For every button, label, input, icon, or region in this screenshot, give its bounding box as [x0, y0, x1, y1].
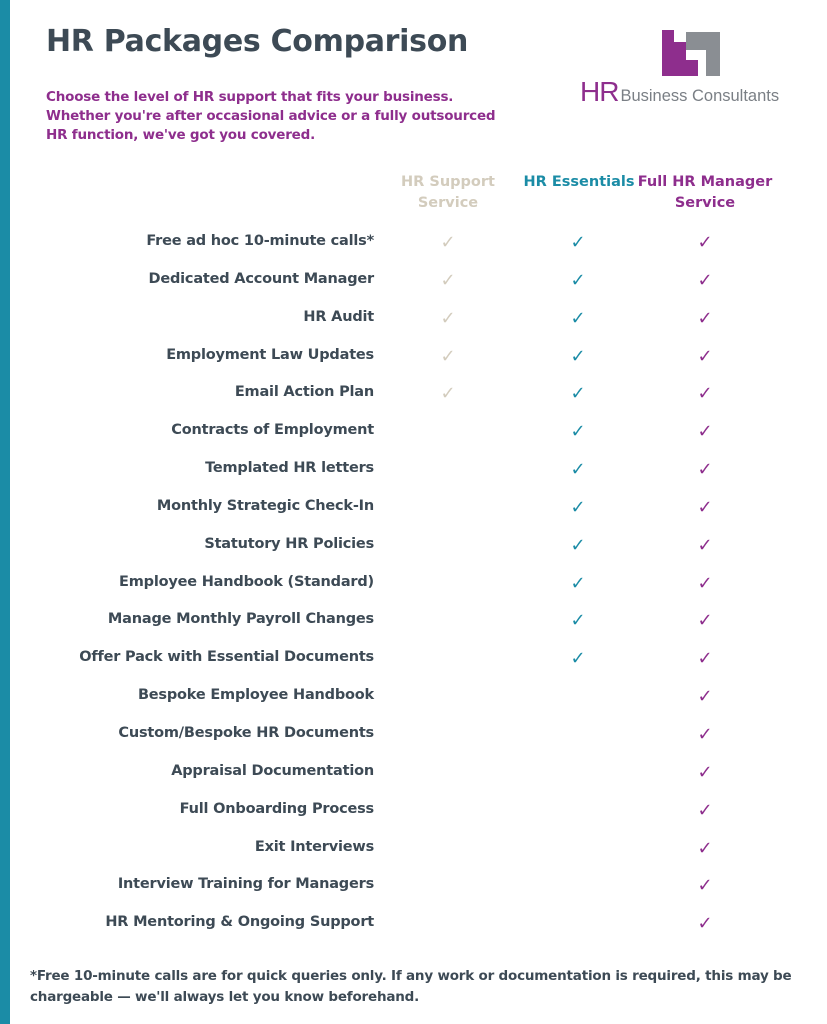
- check-icon: ✓: [440, 232, 456, 253]
- table-row: [0, 493, 827, 531]
- table-row: [0, 569, 827, 607]
- check-icon: ✓: [570, 383, 586, 405]
- check-icon: ✓: [697, 761, 713, 783]
- table-row: [0, 758, 827, 796]
- feature-label: HR Audit: [303, 308, 374, 325]
- table-row: [0, 266, 827, 304]
- table-row: [0, 644, 827, 682]
- feature-label: Templated HR letters: [205, 460, 374, 477]
- feature-label: Manage Monthly Payroll Changes: [107, 611, 374, 628]
- table-row: [0, 909, 827, 947]
- check-icon: ✓: [570, 307, 586, 329]
- table-row: [0, 606, 827, 644]
- table-row: [0, 531, 827, 569]
- check-icon: ✓: [440, 269, 456, 291]
- check-icon: ✓: [570, 421, 586, 443]
- check-icon: ✓: [570, 459, 586, 481]
- table-row: [0, 342, 827, 380]
- check-icon: ✓: [570, 345, 586, 367]
- column-header-hr-essentials: HR Essentials: [523, 174, 635, 190]
- page-title: HR Packages Comparison: [46, 24, 469, 59]
- logo-company-text: Business Consultants: [620, 87, 780, 105]
- check-icon: ✓: [697, 875, 713, 897]
- feature-label: Custom/Bespoke HR Documents: [118, 724, 374, 741]
- check-icon: ✓: [697, 307, 713, 329]
- feature-label: Dedicated Account Manager: [148, 270, 374, 287]
- check-icon: ✓: [440, 383, 456, 405]
- column-header-full-hr-manager-service: Full HR Manager Service: [637, 174, 773, 211]
- check-icon: ✓: [570, 269, 586, 291]
- feature-label: Employee Handbook (Standard): [119, 573, 374, 590]
- feature-label: Free ad hoc 10-minute calls*: [146, 233, 374, 249]
- check-icon: ✓: [697, 648, 713, 670]
- check-icon: ✓: [570, 232, 586, 253]
- table-row: [0, 417, 827, 455]
- check-icon: ✓: [697, 383, 713, 405]
- logo-mark-icon: [662, 30, 720, 76]
- feature-label: Contracts of Employment: [171, 422, 374, 439]
- check-icon: ✓: [697, 345, 713, 367]
- table-row: [0, 796, 827, 834]
- check-icon: ✓: [570, 610, 586, 632]
- feature-label: Email Action Plan: [234, 384, 374, 401]
- check-icon: ✓: [440, 345, 456, 367]
- check-icon: ✓: [697, 572, 713, 594]
- check-icon: ✓: [697, 269, 713, 291]
- table-row: [0, 228, 827, 266]
- check-icon: ✓: [697, 686, 713, 708]
- check-icon: ✓: [697, 610, 713, 632]
- feature-label: Interview Training for Managers: [117, 876, 374, 893]
- table-row: [0, 304, 827, 342]
- check-icon: ✓: [697, 534, 713, 556]
- feature-label: Exit Interviews: [254, 838, 374, 855]
- check-icon: ✓: [697, 837, 713, 859]
- company-logo: [580, 30, 805, 107]
- table-row: [0, 455, 827, 493]
- check-icon: ✓: [697, 496, 713, 518]
- feature-label: Monthly Strategic Check-In: [156, 497, 374, 514]
- column-header-hr-support-service: HR Support Service: [401, 174, 495, 211]
- check-icon: ✓: [570, 496, 586, 518]
- check-icon: ✓: [697, 232, 713, 253]
- check-icon: ✓: [697, 799, 713, 821]
- table-row: [0, 871, 827, 909]
- check-icon: ✓: [697, 913, 713, 935]
- feature-label: Statutory HR Policies: [204, 535, 374, 552]
- check-icon: ✓: [697, 723, 713, 745]
- feature-label: Bespoke Employee Handbook: [137, 687, 374, 704]
- table-row: [0, 834, 827, 872]
- check-icon: ✓: [570, 534, 586, 556]
- footnote: *Free 10-minute calls are for quick queries only. If any work or documentation is required, this may be chargeable — we'll always let you know beforehand.: [30, 968, 792, 1005]
- check-icon: ✓: [697, 421, 713, 443]
- feature-label: HR Mentoring & Ongoing Support: [105, 914, 374, 931]
- check-icon: ✓: [440, 307, 456, 329]
- table-row: [0, 379, 827, 417]
- feature-label: Employment Law Updates: [166, 346, 374, 363]
- table-row: [0, 720, 827, 758]
- feature-label: Full Onboarding Process: [179, 800, 374, 817]
- page-subtitle: Choose the level of HR support that fits your business. Whether you're after occasional advice or a fully outsourced HR function, we've got you covered.: [46, 89, 496, 143]
- table-row: [0, 682, 827, 720]
- logo-hr-text: HR: [580, 76, 619, 107]
- comparison-table: [0, 228, 827, 947]
- feature-label: Appraisal Documentation: [171, 762, 374, 779]
- check-icon: ✓: [697, 459, 713, 481]
- feature-label: Offer Pack with Essential Documents: [79, 649, 374, 666]
- check-icon: ✓: [570, 572, 586, 594]
- check-icon: ✓: [570, 648, 586, 670]
